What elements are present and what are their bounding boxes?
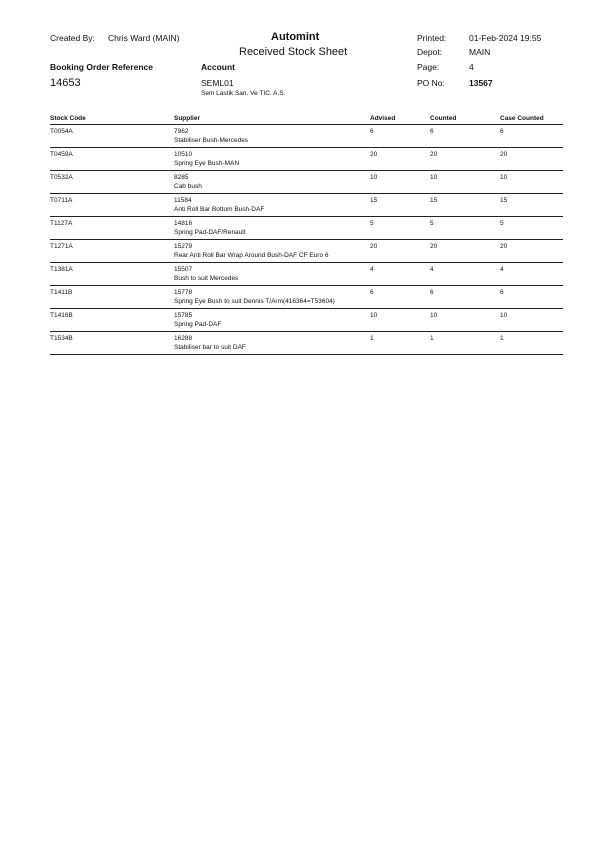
account-code: SEML01	[201, 78, 234, 88]
table-row	[50, 171, 563, 194]
cell-counted: 4	[430, 266, 434, 273]
cell-stock-code: T0711A	[50, 197, 73, 204]
table-row	[50, 332, 563, 355]
col-advised: Advised	[370, 115, 396, 122]
cell-supplier: 15279	[174, 243, 193, 250]
account-name: Sem Lastik San. Ve TIC. A.S.	[201, 90, 286, 97]
cell-description: Rear Anti Roll Bar Wrap Around Bush-DAF CF Euro 6	[174, 252, 329, 259]
table-row	[50, 309, 563, 332]
cell-supplier: 8285	[174, 174, 189, 181]
cell-description: Stabiliser Bush-Mercedes	[174, 137, 249, 144]
cell-stock-code: T0054A	[50, 128, 73, 135]
cell-description: Spring Pad-DAF	[174, 321, 222, 328]
cell-stock-code: T0532A	[50, 174, 73, 181]
col-case-counted: Case Counted	[500, 115, 544, 122]
table-row	[50, 125, 563, 148]
table-header-row	[50, 113, 563, 125]
cell-case-counted: 5	[500, 220, 504, 227]
cell-supplier: 15785	[174, 312, 193, 319]
cell-description: Spring Pad-DAF/Renault	[174, 229, 246, 236]
depot-value: MAIN	[469, 47, 491, 57]
cell-description: Anti Roll Bar Bottom Bush-DAF	[174, 206, 265, 213]
table-row	[50, 148, 563, 171]
cell-stock-code: T1411B	[50, 289, 73, 296]
cell-case-counted: 1	[500, 335, 504, 342]
col-stock-code: Stock Code	[50, 115, 86, 122]
cell-supplier: 7962	[174, 128, 189, 135]
cell-stock-code: T1271A	[50, 243, 73, 250]
cell-stock-code: T0459A	[50, 151, 73, 158]
cell-case-counted: 6	[500, 128, 504, 135]
cell-counted: 5	[430, 220, 434, 227]
cell-counted: 15	[430, 197, 438, 204]
cell-supplier: 16288	[174, 335, 193, 342]
cell-description: Cab bush	[174, 183, 202, 190]
cell-advised: 20	[370, 243, 378, 250]
document-title: Received Stock Sheet	[239, 46, 348, 58]
cell-advised: 6	[370, 289, 374, 296]
cell-supplier: 15507	[174, 266, 193, 273]
table-row	[50, 217, 563, 240]
page-value: 4	[469, 62, 474, 72]
printed-value: 01-Feb-2024 19:55	[469, 33, 542, 43]
created-by-value: Chris Ward (MAIN)	[108, 33, 180, 43]
cell-case-counted: 6	[500, 289, 504, 296]
cell-counted: 6	[430, 128, 434, 135]
table-row	[50, 286, 563, 309]
cell-advised: 20	[370, 151, 378, 158]
cell-stock-code: T1381A	[50, 266, 73, 273]
cell-counted: 10	[430, 312, 438, 319]
cell-counted: 6	[430, 289, 434, 296]
cell-counted: 10	[430, 174, 438, 181]
col-supplier: Supplier	[174, 115, 201, 122]
cell-advised: 6	[370, 128, 374, 135]
depot-label: Depot:	[417, 47, 443, 57]
table-row	[50, 263, 563, 286]
cell-stock-code: T1127A	[50, 220, 73, 227]
cell-supplier: 11584	[174, 197, 192, 204]
cell-case-counted: 10	[500, 312, 508, 319]
po-label: PO No:	[417, 78, 445, 88]
cell-case-counted: 20	[500, 243, 508, 250]
cell-case-counted: 4	[500, 266, 504, 273]
booking-ref-value: 14653	[50, 77, 81, 89]
cell-description: Bush to suit Mercedes	[174, 275, 239, 282]
cell-advised: 1	[370, 335, 374, 342]
cell-supplier: 15778	[174, 289, 193, 296]
printed-label: Printed:	[417, 33, 447, 43]
cell-case-counted: 20	[500, 151, 508, 158]
table-row	[50, 194, 563, 217]
po-value: 13567	[469, 78, 493, 88]
company-name: Automint	[271, 31, 320, 43]
booking-ref-label: Booking Order Reference	[50, 62, 153, 72]
col-counted: Counted	[430, 115, 457, 122]
stock-table	[50, 113, 563, 355]
cell-stock-code: T1416B	[50, 312, 73, 319]
cell-stock-code: T1534B	[50, 335, 73, 342]
cell-case-counted: 10	[500, 174, 508, 181]
page-label: Page:	[417, 62, 440, 72]
cell-counted: 20	[430, 243, 438, 250]
cell-counted: 1	[430, 335, 434, 342]
cell-description: Spring Eye Bush-MAN	[174, 160, 240, 167]
cell-advised: 15	[370, 197, 378, 204]
cell-advised: 10	[370, 174, 378, 181]
cell-counted: 20	[430, 151, 438, 158]
cell-description: Stabiliser bar to suit DAF	[174, 344, 246, 351]
cell-case-counted: 15	[500, 197, 508, 204]
created-by-label: Created By:	[50, 33, 95, 43]
cell-advised: 10	[370, 312, 378, 319]
cell-advised: 5	[370, 220, 374, 227]
account-label: Account	[201, 62, 235, 72]
table-row	[50, 240, 563, 263]
cell-advised: 4	[370, 266, 374, 273]
cell-supplier: 14816	[174, 220, 193, 227]
cell-description: Spring Eye Bush to suit Dennis T/Arm(416364=T53604)	[174, 298, 335, 305]
cell-supplier: 10510	[174, 151, 193, 158]
